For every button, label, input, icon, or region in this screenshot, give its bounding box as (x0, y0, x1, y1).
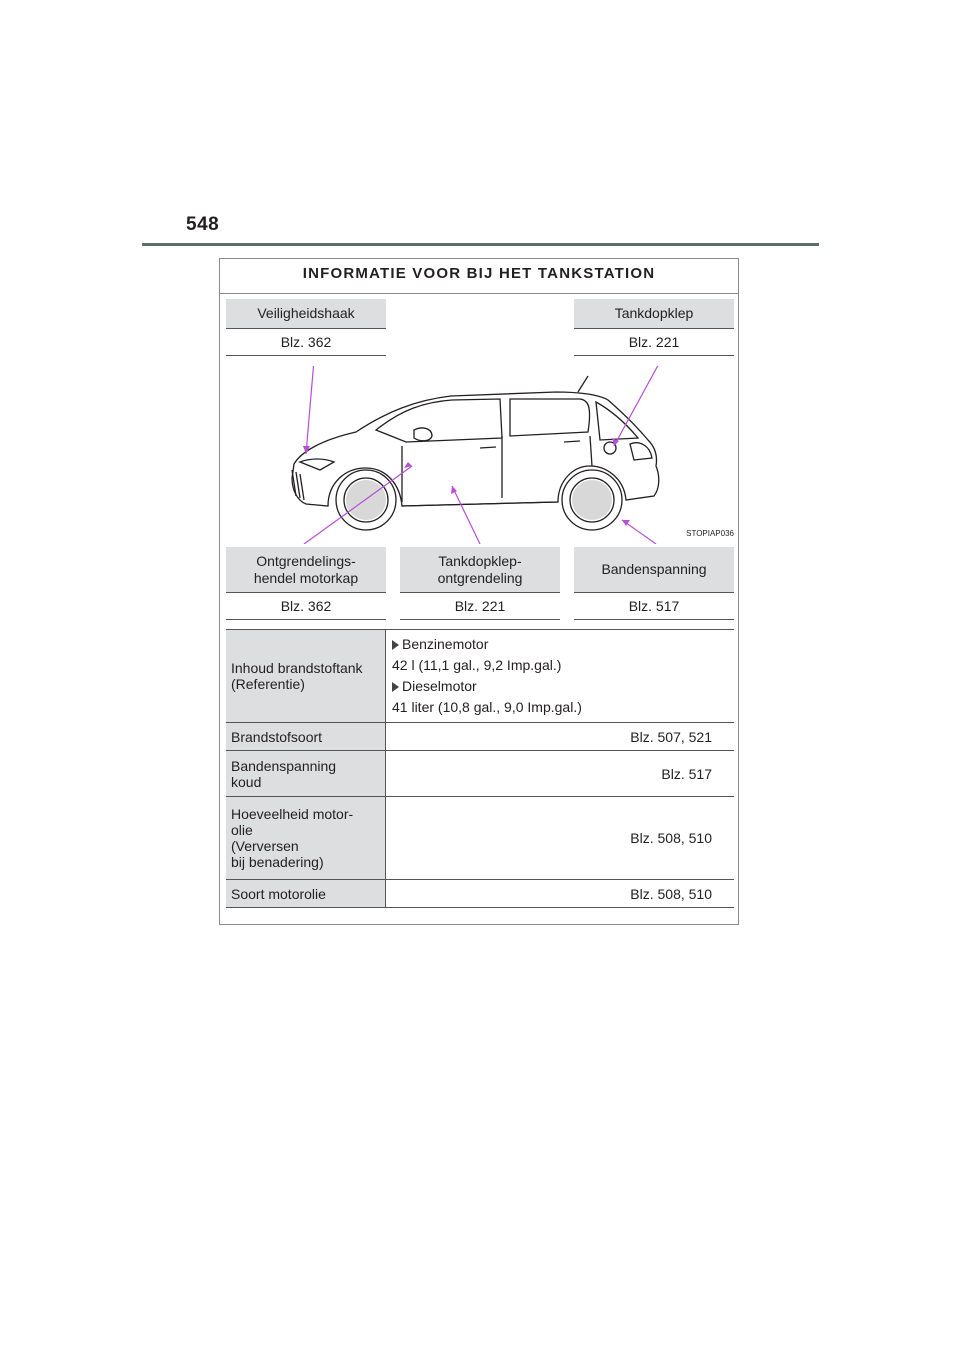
callout-label (400, 547, 560, 593)
key-line: (Verversen (231, 838, 299, 854)
row-value: Blz. 508, 510 (630, 885, 712, 902)
table-row (226, 630, 734, 723)
callout-page: Blz. 362 (226, 593, 386, 620)
row-key (226, 630, 386, 722)
row-key: Brandstofsoort (226, 723, 386, 750)
key-line: Bandenspanning (231, 757, 337, 774)
callout-fuel-door-opener (400, 547, 560, 620)
callout-label (226, 547, 386, 593)
row-value: Blz. 517 (661, 765, 712, 782)
diesel-heading (392, 676, 477, 696)
row-key (226, 797, 386, 879)
label-line: hendel motorkap (253, 569, 359, 586)
key-line: (Referentie) (231, 676, 305, 692)
label-line: Ontgrendelings- (256, 552, 356, 569)
callout-label: Bandenspanning (574, 547, 734, 593)
petrol-value: 42 l (11,1 gal., 9,2 Imp.gal.) (392, 657, 562, 673)
car-illustration (226, 366, 740, 544)
row-value: Blz. 508, 510 (630, 830, 712, 846)
diesel-label: Dieselmotor (402, 678, 477, 694)
key-line: koud (231, 773, 262, 790)
header-rule (142, 243, 819, 246)
key-line: Inhoud brandstoftank (231, 660, 363, 676)
key-line: olie (231, 822, 253, 838)
key-line: Hoeveelheid motor- (231, 806, 354, 822)
callout-page: Blz. 221 (574, 329, 734, 356)
label-line: Tankdopklep- (438, 552, 522, 569)
table-row (226, 751, 734, 797)
frame-title: INFORMATIE VOOR BIJ HET TANKSTATION (220, 259, 738, 294)
diesel-value: 41 liter (10,8 gal., 9,0 Imp.gal.) (392, 699, 582, 715)
triangle-bullet-icon (392, 682, 399, 692)
page-number: 548 (186, 214, 220, 235)
petrol-heading (392, 634, 488, 654)
figure-code: STOPIAP036 (686, 529, 734, 538)
callout-safety-catch (226, 299, 386, 356)
callout-fuel-door (574, 299, 734, 356)
table-row (226, 723, 734, 751)
key-line: bij benadering) (231, 854, 324, 870)
row-value: Blz. 507, 521 (630, 728, 712, 745)
row-key: Soort motorolie (226, 880, 386, 907)
callout-label: Veiligheidshaak (226, 299, 386, 329)
callout-page: Blz. 362 (226, 329, 386, 356)
table-row (226, 880, 734, 908)
callout-tire-pressure (574, 547, 734, 620)
callout-page: Blz. 517 (574, 593, 734, 620)
callout-label: Tankdopklep (574, 299, 734, 329)
petrol-label: Benzinemotor (402, 636, 489, 652)
callout-hood-release (226, 547, 386, 620)
label-line: ontgrendeling (437, 569, 523, 586)
row-value (386, 630, 734, 722)
table-row (226, 797, 734, 880)
spec-table (226, 629, 734, 908)
row-key (226, 751, 386, 796)
callout-page: Blz. 221 (400, 593, 560, 620)
triangle-bullet-icon (392, 640, 399, 650)
